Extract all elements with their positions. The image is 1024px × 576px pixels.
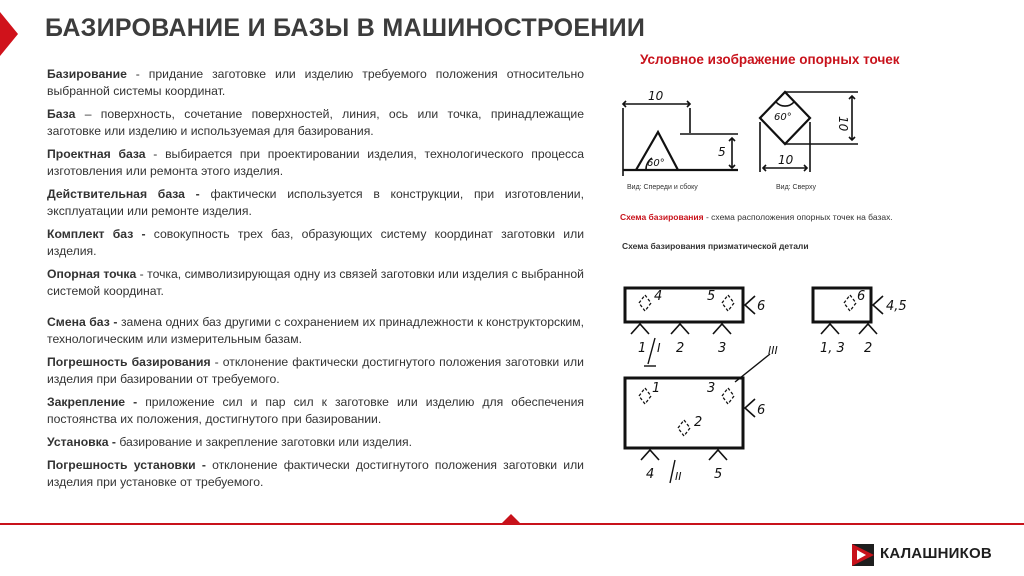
kalashnikov-logo-icon	[852, 544, 874, 566]
point-label: 3	[707, 381, 716, 396]
point-label: 4	[646, 467, 655, 482]
point-label: 2	[676, 341, 685, 356]
definition-item: Смена баз - замена одних баз другими с сохранением их принадлежности к конструкторским, технологическим или измерительным базам.	[47, 315, 584, 346]
top-view-caption: Вид: Сверху	[776, 184, 816, 191]
point-label: 2	[864, 341, 873, 356]
definition-item: Базирование - придание заготовке или изделию требуемого положения относительно выбранной системы координат.	[47, 67, 584, 98]
point-label: 1	[652, 381, 661, 396]
schema-title: Схема базирования призматической детали	[622, 241, 809, 251]
point-label: 4	[654, 289, 663, 304]
point-label: 5	[707, 289, 716, 304]
definition-item: Действительная база - фактически используется в конструкции, при изготовлении, эксплуатации или ремонте изделия.	[47, 187, 584, 218]
point-label: 5	[714, 467, 723, 482]
point-label: 1, 3	[820, 341, 845, 356]
definition-item: Комплект баз - совокупность трех баз, образующих систему координат заготовки или изделия.	[47, 227, 584, 258]
front-width-label: 10	[648, 89, 664, 103]
roman-label: I	[657, 341, 661, 355]
corner-accent	[0, 12, 18, 56]
point-label: 6	[757, 403, 766, 418]
definition-item: Закрепление - приложение сил и пар сил к заготовке или изделию для обеспечения постоянства их положения, достигнутого при базировании.	[47, 395, 584, 426]
definition-item: База – поверхность, сочетание поверхностей, линия, ось или точка, принадлежащие заготовке или изделию и используемая для базирования.	[47, 107, 584, 138]
definition-item: Погрешность базирования - отклонение фактически достигнутого положения заготовки или изделия при базировании от требуемого.	[47, 355, 584, 386]
definition-item: Погрешность установки - отклонение фактически достигнутого положения заготовки или изделия при установке от требуемого.	[47, 458, 584, 489]
footer-notch	[501, 514, 521, 524]
brand-name: КАЛАШНИКОВ	[880, 545, 992, 562]
top-angle-label: 60°	[774, 112, 792, 123]
point-label: 2	[694, 415, 703, 430]
front-view-caption: Вид: Спереди и сбоку	[627, 184, 698, 191]
top-view-figure	[750, 84, 870, 184]
definition-item: Установка - базирование и закрепление заготовки или изделия.	[47, 435, 413, 449]
point-label: 3	[718, 341, 727, 356]
schema-definition: Схема базирования - схема расположения опорных точек на базах.	[620, 212, 893, 222]
definition-item: Опорная точка - точка, символизирующая одну из связей заготовки или изделия с выбранной системой координат.	[47, 267, 584, 298]
point-label: 6	[757, 299, 766, 314]
top-width-label: 10	[778, 153, 794, 167]
definition-item: Проектная база - выбирается при проектировании изделия, технологического процесса изготовления или ремонта этого изделия.	[47, 147, 584, 178]
front-height-label: 5	[718, 145, 726, 159]
definitions-list	[47, 66, 584, 497]
page-title: БАЗИРОВАНИЕ И БАЗЫ В МАШИНОСТРОЕНИИ	[45, 14, 646, 42]
roman-label: III	[768, 344, 778, 357]
top-height-label: 10	[836, 116, 850, 132]
basing-scheme-diagram	[610, 268, 930, 498]
point-label: 4,5	[886, 299, 907, 314]
front-side-view-figure	[618, 88, 748, 183]
point-label: 1	[638, 341, 647, 356]
roman-label: II	[675, 470, 682, 483]
front-angle-label: 60°	[647, 158, 665, 169]
point-label: 6	[857, 289, 866, 304]
reference-points-subtitle: Условное изображение опорных точек	[640, 52, 900, 67]
